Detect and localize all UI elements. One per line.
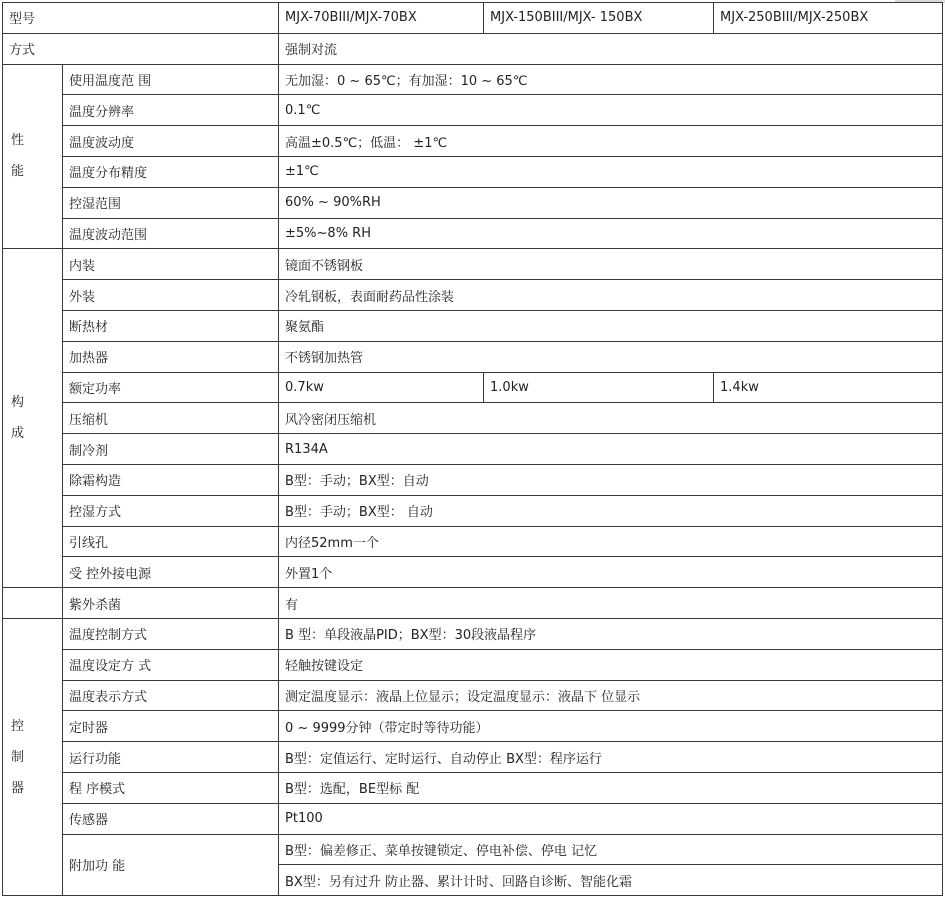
table-row [3, 742, 943, 773]
power-250: 1.4kw [714, 372, 943, 403]
row-label: 内装 [63, 249, 279, 280]
table-row [3, 772, 943, 803]
row-label: 受 控外接电源 [63, 557, 279, 588]
row-value: 高温±0.5℃；低温： ±1℃ [279, 126, 943, 157]
row-label: 传感器 [63, 803, 279, 834]
table-row [3, 341, 943, 372]
table-row [3, 95, 943, 126]
row-value: 不锈钢加热管 [279, 341, 943, 372]
table-row [3, 649, 943, 680]
row-label: 温度波动范围 [63, 218, 279, 249]
row-value: ±5%~8% RH [279, 218, 943, 249]
row-label: 使用温度范 围 [63, 64, 279, 95]
row-label: 温度波动度 [63, 126, 279, 157]
row-value: 0.1℃ [279, 95, 943, 126]
table-row [3, 526, 943, 557]
row-label: 压缩机 [63, 403, 279, 434]
table-row [3, 372, 943, 403]
row-value: 镜面不锈钢板 [279, 249, 943, 280]
row-label: 额定功率 [63, 372, 279, 403]
table-row [3, 834, 943, 865]
row-label: 引线孔 [63, 526, 279, 557]
row-label: 温度设定方 式 [63, 649, 279, 680]
table-row [3, 3, 943, 34]
row-value: 风冷密闭压缩机 [279, 403, 943, 434]
table-row [3, 249, 943, 280]
row-value: B 型：单段液晶PID；BX型：30段液晶程序 [279, 618, 943, 649]
table-row [3, 434, 943, 465]
table-row [3, 64, 943, 95]
model-250: MJX-250BIII/MJX-250BX [714, 3, 943, 34]
specification-table [2, 2, 943, 896]
group-performance: 性 能 [3, 64, 63, 249]
table-row [3, 403, 943, 434]
group-empty [3, 588, 63, 619]
power-70: 0.7kw [279, 372, 484, 403]
row-value: 0 ~ 9999分钟（带定时等待功能） [279, 711, 943, 742]
row-label: 附加功 能 [63, 834, 279, 896]
row-label: 温度表示方式 [63, 680, 279, 711]
row-value: 轻触按键设定 [279, 649, 943, 680]
table-row [3, 803, 943, 834]
table-row [3, 156, 943, 187]
row-value: B型：手动；BX型： 自动 [279, 495, 943, 526]
uv-label: 紫外杀菌 [63, 588, 279, 619]
row-label: 温度控制方式 [63, 618, 279, 649]
group-controller: 控 制 器 [3, 618, 63, 895]
row-label: 外装 [63, 280, 279, 311]
table-row [3, 187, 943, 218]
row-label: 控湿范围 [63, 187, 279, 218]
row-label: 程 序模式 [63, 772, 279, 803]
table-row [3, 126, 943, 157]
mode-value: 强制对流 [279, 33, 943, 64]
row-value: 测定温度显示：液晶上位显示；设定温度显示：液晶下 位显示 [279, 680, 943, 711]
row-value: 无加湿：0 ~ 65℃；有加湿：10 ~ 65℃ [279, 64, 943, 95]
row-value: R134A [279, 434, 943, 465]
uv-value: 有 [279, 588, 943, 619]
row-value: BX型：另有过升 防止器、累计计时、回路自诊断、智能化霜 [279, 865, 943, 896]
row-value: B型：定值运行、定时运行、自动停止 BX型：程序运行 [279, 742, 943, 773]
model-150: MJX-150BIII/MJX- 150BX [484, 3, 714, 34]
power-150: 1.0kw [484, 372, 714, 403]
row-label: 加热器 [63, 341, 279, 372]
mode-label: 方式 [3, 33, 279, 64]
row-label: 制冷剂 [63, 434, 279, 465]
model-label: 型号 [3, 3, 279, 34]
table-row [3, 495, 943, 526]
row-value: B型：选配，BE型标 配 [279, 772, 943, 803]
row-value: Pt100 [279, 803, 943, 834]
table-row [3, 711, 943, 742]
row-value: ±1℃ [279, 156, 943, 187]
row-value: 60% ~ 90%RH [279, 187, 943, 218]
row-label: 温度分辨率 [63, 95, 279, 126]
table-row [3, 218, 943, 249]
table-row [3, 310, 943, 341]
row-value: B型：偏差修正、菜单按键锁定、停电补偿、停电 记忆 [279, 834, 943, 865]
row-label: 断热材 [63, 310, 279, 341]
model-70: MJX-70BIII/MJX-70BX [279, 3, 484, 34]
row-value: 聚氨酯 [279, 310, 943, 341]
row-label: 运行功能 [63, 742, 279, 773]
table-row [3, 557, 943, 588]
row-value: 外置1个 [279, 557, 943, 588]
table-row [3, 588, 943, 619]
table-row [3, 280, 943, 311]
row-label: 定时器 [63, 711, 279, 742]
group-construction: 构 成 [3, 249, 63, 588]
row-label: 温度分布精度 [63, 156, 279, 187]
row-value: B型：手动；BX型：自动 [279, 464, 943, 495]
row-value: 内径52mm一个 [279, 526, 943, 557]
table-row [3, 33, 943, 64]
table-row [3, 464, 943, 495]
table-row [3, 680, 943, 711]
table-row [3, 618, 943, 649]
row-label: 除霜构造 [63, 464, 279, 495]
row-label: 控湿方式 [63, 495, 279, 526]
row-value: 冷轧钢板，表面耐药品性涂装 [279, 280, 943, 311]
